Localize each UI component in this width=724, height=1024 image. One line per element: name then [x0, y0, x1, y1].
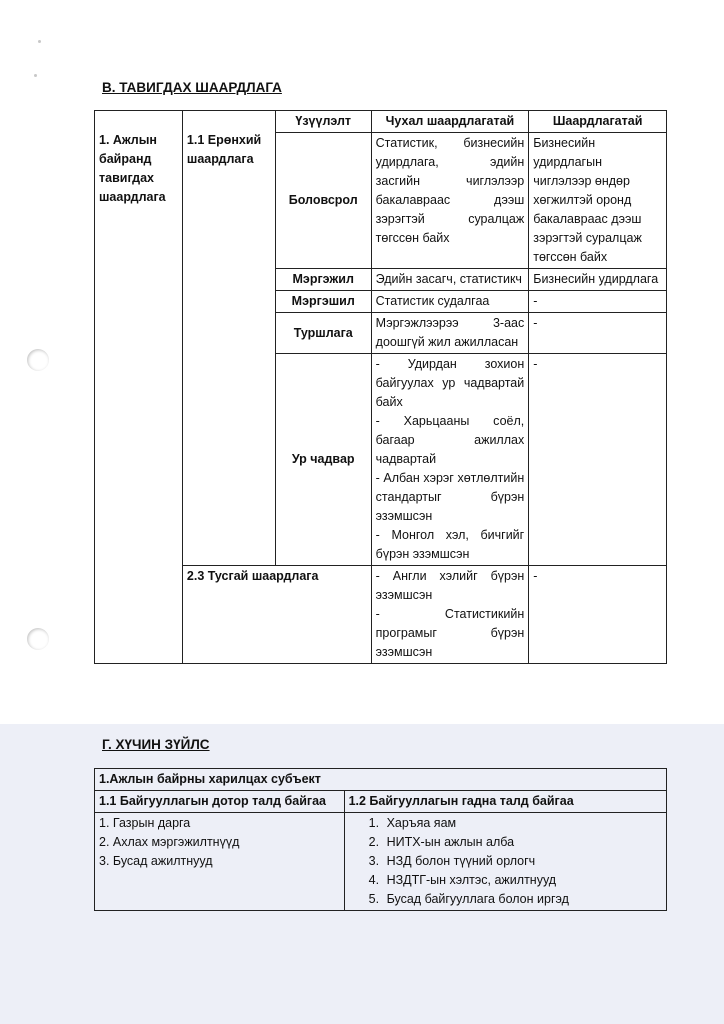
column-header: Үзүүлэлт: [275, 111, 371, 133]
list-item: 5. Бусад байгууллага болон иргэд: [383, 890, 662, 909]
section-g-heading: Г. ХҮЧИН ЗҮЙЛС: [102, 737, 210, 752]
list-item: 1. Харъяа яам: [383, 814, 662, 833]
indicator-cell: Боловсрол: [275, 133, 371, 269]
indicator-cell: Мэргэшил: [275, 291, 371, 313]
list-item: 1. Газрын дарга: [99, 816, 191, 830]
important-cell: Мэргэжлээрээ 3-аас доошгүй жил ажилласан: [371, 313, 529, 354]
column-header: Чухал шаардлагатай: [371, 111, 529, 133]
indicator-cell: Мэргэжил: [275, 269, 371, 291]
required-cell: -: [529, 354, 667, 566]
scan-speck: [38, 40, 41, 43]
important-cell: Статистик судалгаа: [371, 291, 529, 313]
stakeholders-title: 1.Ажлын байрны харилцах субъект: [95, 769, 667, 791]
list-item: 3. НЗД болон түүний орлогч: [383, 852, 662, 871]
stakeholders-table: [94, 768, 667, 911]
stakeholders-list-row: [95, 813, 667, 911]
required-cell: -: [529, 291, 667, 313]
requirements-table: [94, 110, 667, 664]
important-cell: [371, 354, 529, 566]
skill-line: - Харьцааны соёл, багаар ажиллах чадвартай: [375, 414, 525, 466]
special-required-cell: -: [529, 566, 667, 664]
punch-hole-bottom: [27, 628, 49, 650]
inside-list: [99, 814, 340, 871]
stakeholders-title-row: [95, 769, 667, 791]
required-cell: -: [529, 313, 667, 354]
section-v-heading: В. ТАВИГДАХ ШААРДЛАГА: [102, 80, 282, 95]
indicator-cell: Ур чадвар: [275, 354, 371, 566]
indicator-cell: Туршлага: [275, 313, 371, 354]
outside-list-cell: [344, 813, 666, 911]
inside-header: 1.1 Байгууллагын дотор талд байгаа: [95, 791, 345, 813]
special-important-cell: [371, 566, 529, 664]
skill-line: - Удирдан зохион байгуулах ур чадвартай байх: [375, 357, 525, 409]
list-item: 3. Бусад ажилтнууд: [99, 854, 213, 868]
row-head-cell: 1. Ажлын байранд тавигдах шаардлага: [95, 111, 183, 664]
outside-list: [349, 814, 662, 909]
scan-speck: [34, 74, 37, 77]
general-cell: 1.1 Ерөнхий шаардлага: [182, 111, 275, 566]
important-cell: Эдийн засагч, статистикч: [371, 269, 529, 291]
required-cell: Бизнесийн удирдлагын чиглэлээр өндөр хөгжилтэй оронд бакалавраас дээш зэрэгтэй суралцаж төгссөн байх: [529, 133, 667, 269]
inside-list-cell: [95, 813, 345, 911]
list-item: 2. Ахлах мэргэжилтнүүд: [99, 835, 240, 849]
special-line: - Англи хэлийг бүрэн эзэмшсэн: [375, 569, 525, 602]
stakeholders-header-row: [95, 791, 667, 813]
punch-hole-top: [27, 349, 49, 371]
list-item: 2. НИТХ-ын ажлын алба: [383, 833, 662, 852]
special-line: - Статистикийн програмыг бүрэн эзэмшсэн: [375, 607, 525, 659]
important-cell: Статистик, бизнесийн удирдлага, эдийн засгийн чиглэлээр бакалавраас дээш зэрэгтэй суралцаж төгссөн байх: [371, 133, 529, 269]
skill-line: - Албан хэрэг хөтлөлтийн стандартыг бүрэн эзэмшсэн: [375, 471, 525, 523]
special-label-cell: 2.3 Тусгай шаардлага: [182, 566, 371, 664]
list-item: 4. НЗДТГ-ын хэлтэс, ажилтнууд: [383, 871, 662, 890]
skill-line: - Монгол хэл, бичгийг бүрэн эзэмшсэн: [375, 528, 525, 561]
table-header-row: [95, 111, 667, 133]
required-cell: Бизнесийн удирдлага: [529, 269, 667, 291]
outside-header: 1.2 Байгууллагын гадна талд байгаа: [344, 791, 666, 813]
column-header: Шаардлагатай: [529, 111, 667, 133]
